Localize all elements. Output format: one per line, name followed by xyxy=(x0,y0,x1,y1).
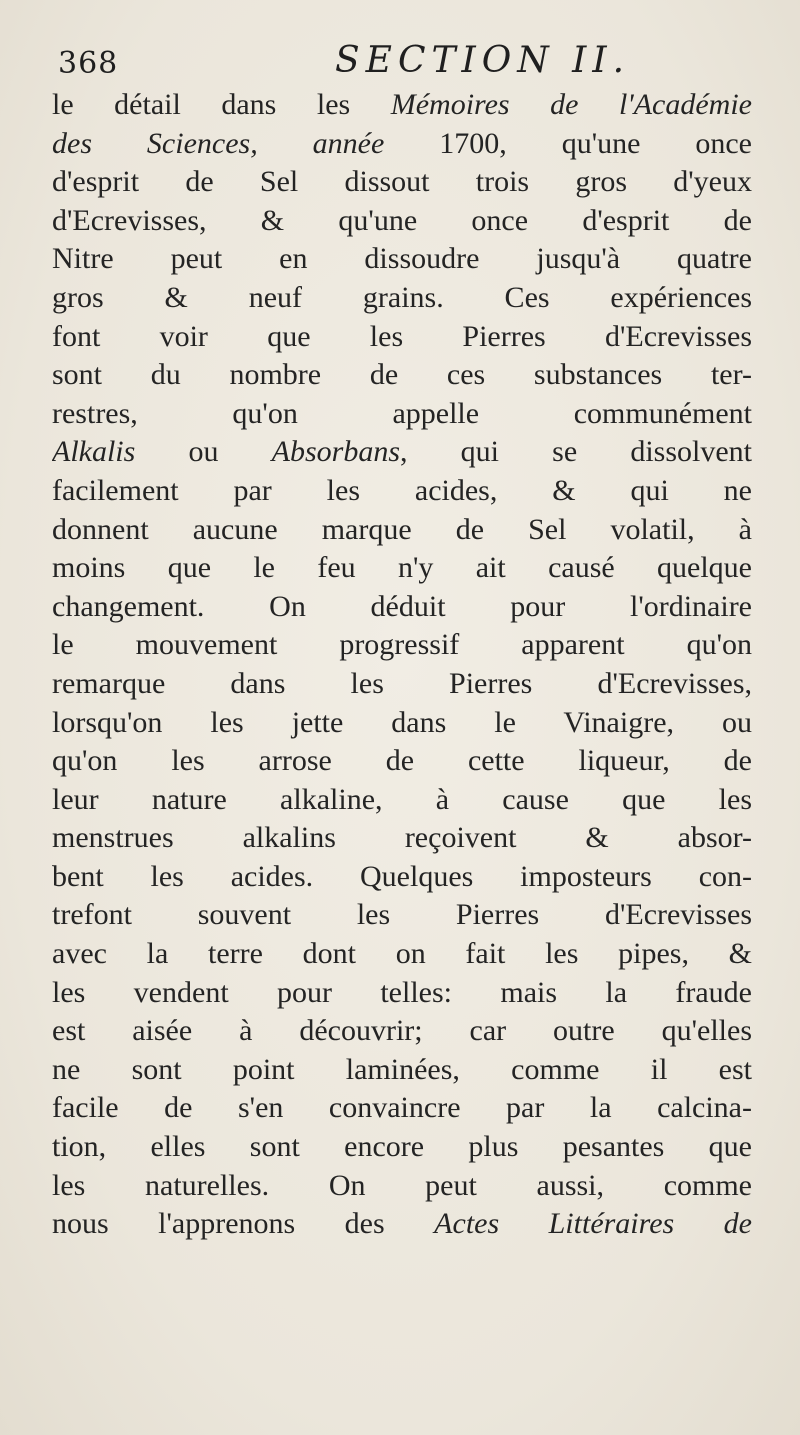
text-run: les naturelles. On peut aussi, comme xyxy=(52,1168,752,1202)
text-run: changement. On déduit pour l'ordinaire xyxy=(52,589,752,623)
text-line xyxy=(52,356,752,395)
text-line xyxy=(52,125,752,164)
italic-text: Actes Littéraires de xyxy=(434,1207,752,1241)
text-line xyxy=(52,1051,752,1090)
italic-text: Absorbans xyxy=(271,435,401,469)
text-run: restres, qu'on appelle communément xyxy=(52,396,752,430)
text-run: 1700, qu'une once xyxy=(384,126,752,160)
text-line xyxy=(52,163,752,202)
text-line xyxy=(52,742,752,781)
text-line xyxy=(52,318,752,357)
text-run: donnent aucune marque de Sel volatil, à xyxy=(52,512,752,546)
text-line xyxy=(52,665,752,704)
text-run: leur nature alkaline, à cause que les xyxy=(52,782,752,816)
text-line xyxy=(52,819,752,858)
text-run: le détail dans les xyxy=(52,88,391,121)
text-line xyxy=(52,1012,752,1051)
page-header xyxy=(0,38,800,86)
text-run: moins que le feu n'y ait causé quelque xyxy=(52,551,752,585)
text-run: est aisée à découvrir; car outre qu'elles xyxy=(52,1014,752,1048)
text-line xyxy=(52,858,752,897)
text-run: avec la terre dont on fait les pipes, & xyxy=(52,937,752,971)
text-line xyxy=(52,549,752,588)
italic-text: Alkalis xyxy=(52,435,136,469)
text-run: le mouvement progressif apparent qu'on xyxy=(52,628,752,662)
body-text xyxy=(52,86,752,1244)
text-run: menstrues alkalins reçoivent & absor- xyxy=(52,821,752,855)
text-line xyxy=(52,704,752,743)
text-run: d'Ecrevisses, & qu'une once d'esprit de xyxy=(52,203,752,237)
text-run: Nitre peut en dissoudre jusqu'à quatre xyxy=(52,242,752,276)
text-line xyxy=(52,781,752,820)
text-run: ou xyxy=(135,435,272,469)
text-line xyxy=(52,472,752,511)
text-line xyxy=(52,433,752,472)
text-line xyxy=(52,202,752,241)
text-line xyxy=(52,1167,752,1206)
text-run: tion, elles sont encore plus pesantes que xyxy=(52,1130,752,1164)
italic-text: des Sciences, année xyxy=(52,126,385,160)
text-run: bent les acides. Quelques imposteurs con- xyxy=(52,859,752,893)
text-line xyxy=(52,279,752,318)
text-run: font voir que les Pierres d'Ecrevisses xyxy=(52,319,752,353)
text-line xyxy=(52,395,752,434)
text-run: nous l'apprenons des xyxy=(52,1207,435,1241)
text-line xyxy=(52,974,752,1013)
italic-text: Mémoires de l'Académie xyxy=(390,88,752,121)
text-run: d'esprit de Sel dissout trois gros d'yeux xyxy=(52,165,752,199)
text-line xyxy=(52,626,752,665)
text-line xyxy=(52,588,752,627)
text-line xyxy=(52,1205,752,1244)
text-run: ne sont point laminées, comme il est xyxy=(52,1052,752,1086)
text-run: trefont souvent les Pierres d'Ecrevisses xyxy=(52,898,752,932)
text-line xyxy=(52,1089,752,1128)
text-line xyxy=(52,1128,752,1167)
text-line xyxy=(52,896,752,935)
text-line xyxy=(52,240,752,279)
text-line xyxy=(52,86,752,125)
text-run: , qui se dissolvent xyxy=(400,435,752,469)
running-head: SECTION II. xyxy=(335,40,631,81)
text-run: remarque dans les Pierres d'Ecrevisses, xyxy=(52,666,752,700)
text-line xyxy=(52,511,752,550)
text-line xyxy=(52,935,752,974)
page-number: 368 xyxy=(58,46,119,81)
text-run: sont du nombre de ces substances ter- xyxy=(52,358,752,392)
text-run: facilement par les acides, & qui ne xyxy=(52,473,752,507)
text-run: qu'on les arrose de cette liqueur, de xyxy=(52,744,752,778)
text-run: facile de s'en convaincre par la calcina- xyxy=(52,1091,752,1125)
text-run: les vendent pour telles: mais la fraude xyxy=(52,975,752,1009)
text-run: gros & neuf grains. Ces expériences xyxy=(52,280,752,314)
text-run: lorsqu'on les jette dans le Vinaigre, ou xyxy=(52,705,752,739)
